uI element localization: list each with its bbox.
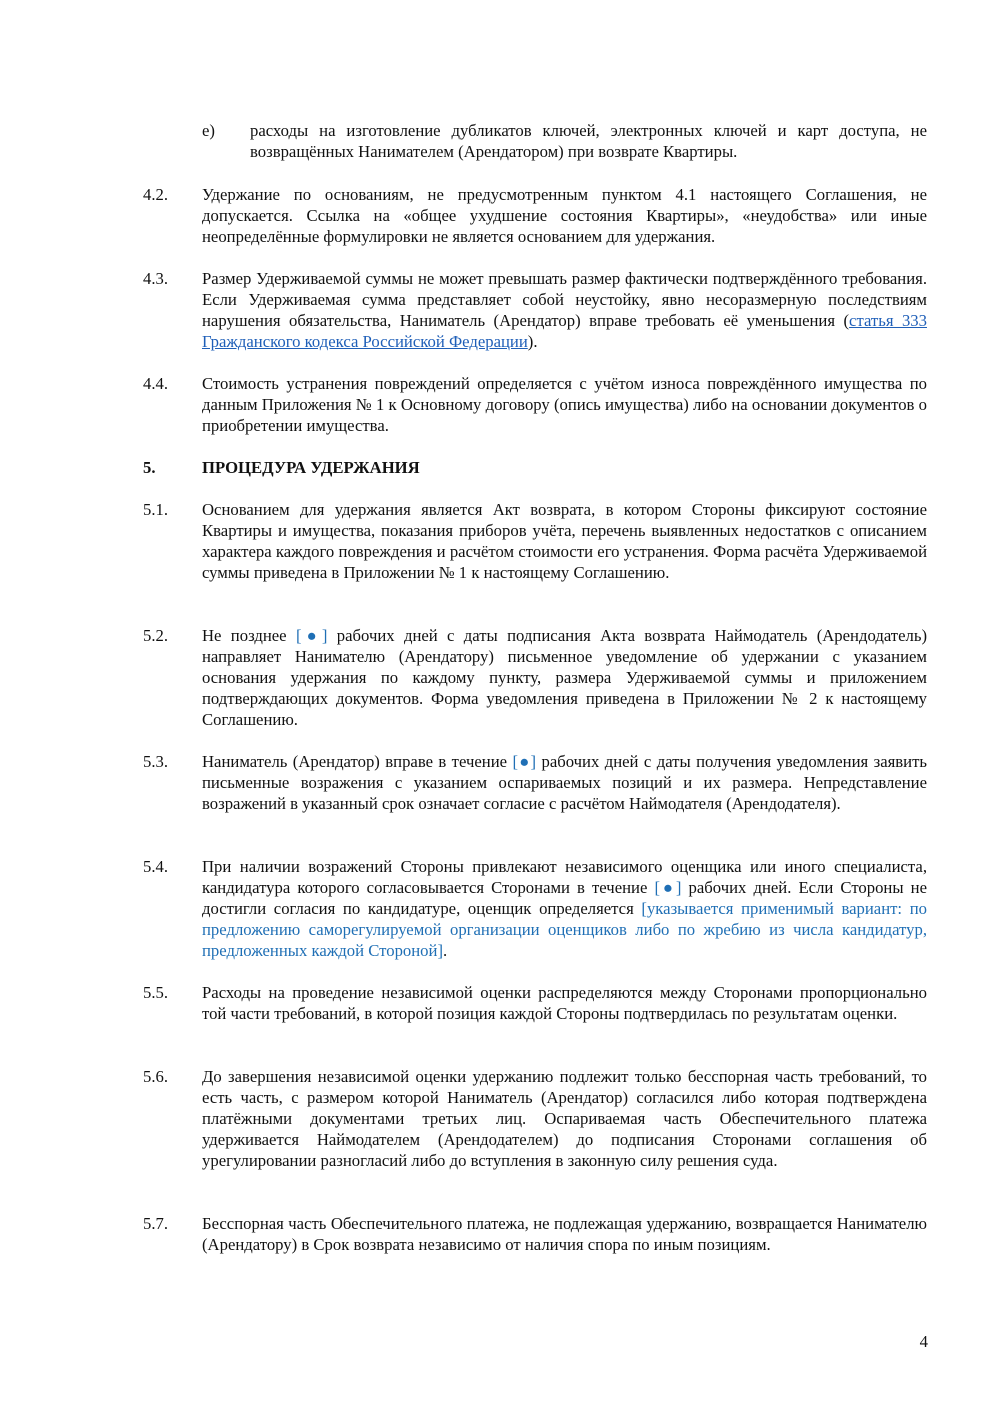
clause-text-part: Размер Удерживаемой суммы не может превышать размер фактически подтверждённого требования. Если Удерживаемая сумма представляет собой неустойку, явно несоразмерную последствиям нарушения обязательства, Наниматель (Арендатор) вправе требовать её уменьшения (	[202, 269, 927, 330]
optional-variant-text: [указывается применимый вариант: по предложению саморегулируемой организации оценщиков либо по жребию из числа кандидатур, предложенных каждой Стороной]	[202, 899, 927, 960]
clause-number: 5.2.	[143, 626, 169, 645]
clause-4-3	[143, 268, 927, 352]
clause-5-7	[143, 1213, 927, 1255]
clause-5-1	[143, 499, 927, 583]
section-number: 5.	[143, 458, 156, 477]
placeholder-marker: [●]	[512, 752, 537, 771]
list-item-e	[202, 120, 927, 162]
clause-4-2	[143, 184, 927, 247]
clause-text-part: рабочих дней с даты получения уведомления заявить письменные возражения с указанием оспариваемых позиций и их размера. Непредставление возражений в указанный срок означает согласие с расчётом Наймодателя (Арендодателя).	[202, 752, 927, 813]
clause-text-part: рабочих дней с даты подписания Акта возврата Наймодатель (Арендодатель) направляет Нанимателю (Арендатору) письменное уведомление об удержании с указанием основания удержания по каждому пункту, размера Удерживаемой суммы и приложением подтверждающих документов. Форма уведомления приведена в Приложении № 2 к настоящему Соглашению.	[202, 626, 927, 729]
civil-code-article-link[interactable]: статья 333 Гражданского кодекса Российской Федерации	[202, 311, 927, 351]
clause-text-part: Наниматель (Арендатор) вправе в течение	[202, 752, 513, 771]
clause-text: Основанием для удержания является Акт возврата, в котором Стороны фиксируют состояние Квартиры и имущества, показания приборов учёта, перечень выявленных недостатков с описанием характера каждого повреждения и расчётом стоимости его устранения. Форма расчёта Удерживаемой суммы приведена в Приложении № 1 к настоящему Соглашению.	[202, 500, 927, 582]
clause-text-part: Не позднее	[202, 626, 296, 645]
clause-number: 5.3.	[143, 752, 169, 771]
clause-5-4	[143, 856, 927, 961]
clause-number: 5.6.	[143, 1067, 169, 1086]
placeholder-marker: [●]	[295, 626, 328, 645]
clause-text: Удержание по основаниям, не предусмотренным пунктом 4.1 настоящего Соглашения, не допускается. Ссылка на «общее ухудшение состояния Квартиры», «неудобства» или иные неопределённые формулировки не является основанием для удержания.	[202, 185, 927, 246]
clause-text: Расходы на проведение независимой оценки распределяются между Сторонами пропорционально той части требований, в которой позиция каждой Стороны подтвердилась по результатам оценки.	[202, 983, 927, 1023]
clause-number: 4.3.	[143, 269, 169, 288]
clause-text: Стоимость устранения повреждений определяется с учётом износа повреждённого имущества по данным Приложения № 1 к Основному договору (опись имущества) либо на основании документов о приобретении имущества.	[202, 374, 927, 435]
clause-number: 4.4.	[143, 374, 169, 393]
clause-text	[202, 268, 927, 352]
clause-text-part: ).	[527, 332, 538, 351]
clause-number: 5.7.	[143, 1214, 169, 1233]
clause-text-part: рабочих дней. Если Стороны не достигли согласия по кандидатуре, оценщик определяется	[202, 878, 927, 918]
clause-number: 4.2.	[143, 185, 169, 204]
clause-text: Бесспорная часть Обеспечительного платежа, не подлежащая удержанию, возвращается Нанимателю (Арендатору) в Срок возврата независимо от наличия спора по иным позициям.	[202, 1214, 927, 1254]
clause-text	[202, 751, 927, 814]
clause-5-6	[143, 1066, 927, 1171]
section-title: ПРОЦЕДУРА УДЕРЖАНИЯ	[202, 458, 420, 477]
clause-5-2	[143, 625, 927, 730]
placeholder-marker: [●]	[654, 878, 682, 897]
page-number: 4	[919, 1332, 928, 1351]
list-item-text: расходы на изготовление дубликатов ключей, электронных ключей и карт доступа, не возвращённых Нанимателем (Арендатором) при возврате Квартиры.	[250, 121, 927, 161]
clause-5-5	[143, 982, 927, 1024]
clause-number: 5.5.	[143, 983, 169, 1002]
clause-text: До завершения независимой оценки удержанию подлежит только бесспорная часть требований, то есть часть, с размером которой Наниматель (Арендатор) согласился либо которая подтверждена платёжными документами третьих лиц. Оспариваемая часть Обеспечительного платежа удерживается Наймодателем (Арендодателем) до подписания Сторонами соглашения об урегулировании разногласий либо до вступления в законную силу решения суда.	[202, 1067, 927, 1170]
section-heading-5	[143, 457, 927, 478]
clause-text	[202, 856, 927, 961]
clause-text-part: При наличии возражений Стороны привлекают независимого оценщика или иного специалиста, кандидатура которого согласовывается Сторонами в течение	[202, 857, 927, 897]
list-marker: e)	[202, 121, 215, 140]
clause-number: 5.4.	[143, 857, 169, 876]
clause-5-3	[143, 751, 927, 814]
clause-4-4	[143, 373, 927, 436]
clause-text-part: .	[443, 941, 448, 960]
clause-text	[202, 625, 927, 730]
clause-number: 5.1.	[143, 500, 169, 519]
